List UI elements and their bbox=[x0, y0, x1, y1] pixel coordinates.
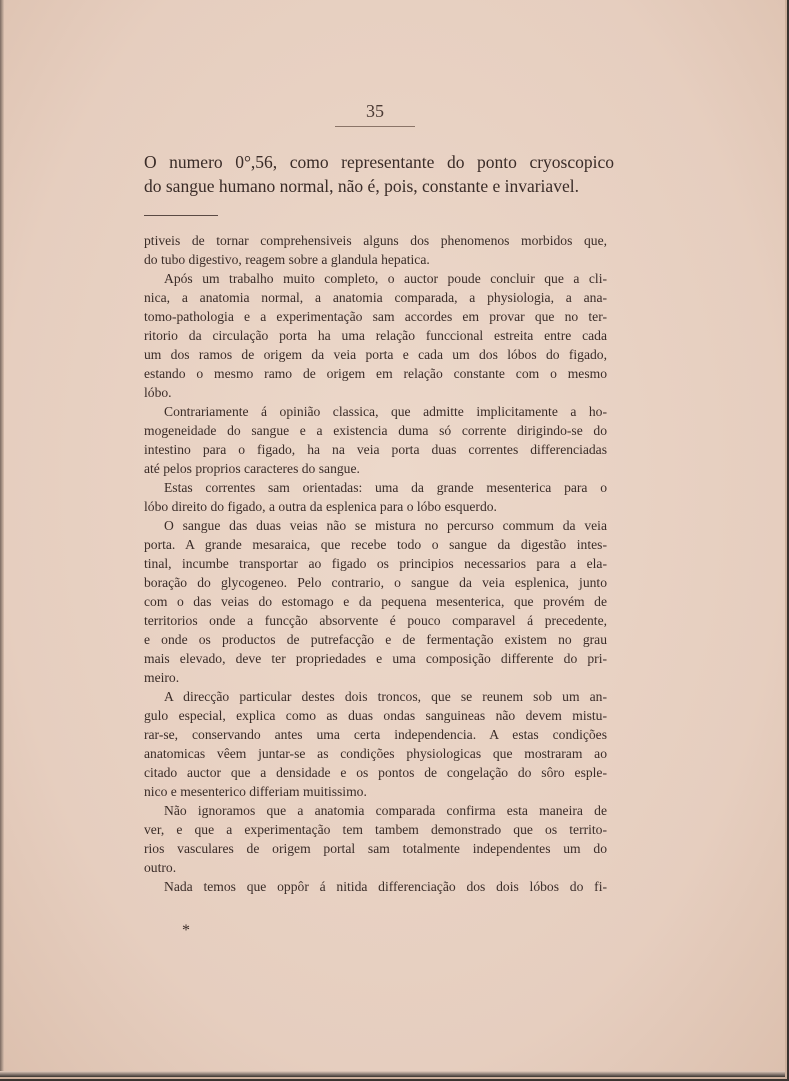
text-line: tomo-pathologia e a experimentação sam accordes em provar que no ter- bbox=[144, 309, 607, 324]
text-line: mogeneidade do sangue e a existencia duma só corrente dirigindo-se do bbox=[144, 423, 607, 438]
page-number: 35 bbox=[366, 101, 384, 121]
separator-rule bbox=[144, 215, 218, 216]
text-line: lóbo direito do figado, a outra da esplenica para o lóbo esquerdo. bbox=[144, 499, 497, 514]
text-line: Contrariamente á opinião classica, que admitte implicitamente a ho- bbox=[164, 404, 607, 419]
text-line: porta. A grande mesaraica, que recebe todo o sangue da digestão intes- bbox=[144, 537, 607, 552]
page-left-edge bbox=[0, 0, 4, 1077]
text-line: um dos ramos de origem da veia porta e cada um dos lóbos do figado, bbox=[144, 347, 607, 362]
footnote-line: do sangue humano normal, não é, pois, constante e invariavel. bbox=[144, 176, 579, 196]
text-line: Nada temos que oppôr á nitida differenciação dos dois lóbos do fi- bbox=[164, 879, 607, 894]
text-line: nico e mesenterico differiam muitissimo. bbox=[144, 784, 367, 799]
text-line: citado auctor que a densidade e os pontos de congelação do sôro esple- bbox=[144, 765, 607, 780]
text-line: ver, e que a experimentação tem tambem demonstrado que os territo- bbox=[144, 822, 607, 837]
text-line: meiro. bbox=[144, 670, 180, 685]
text-line: gulo especial, explica como as duas ondas sanguineas não devem mistu- bbox=[144, 708, 607, 723]
text-line: territorios onde a funcção absorvente é pouco comparavel á precedente, bbox=[144, 613, 607, 628]
text-line: rar-se, conservando antes uma certa independencia. A estas condições bbox=[144, 727, 607, 742]
text-line: Estas correntes sam orientadas: uma da grande mesenterica para o bbox=[164, 480, 607, 495]
body-text bbox=[144, 231, 607, 896]
text-line: ritorio da circulação porta ha uma relação funccional estreita entre cada bbox=[144, 328, 607, 343]
text-line: outro. bbox=[144, 860, 177, 875]
text-line: mais elevado, deve ter propriedades e uma composição differente do pri- bbox=[144, 651, 607, 666]
page-number-rule bbox=[335, 126, 415, 127]
text-line: intestino para o figado, ha na veia porta duas correntes differenciadas bbox=[144, 442, 607, 457]
text-line: ptiveis de tornar comprehensiveis alguns dos phenomenos morbidos que, bbox=[144, 233, 607, 248]
text-line: e onde os productos de putrefacção e de fermentação existem no grau bbox=[144, 632, 607, 647]
text-line: O sangue das duas veias não se mistura no percurso commum da veia bbox=[164, 518, 607, 533]
page-bottom-edge bbox=[0, 1071, 785, 1077]
text-line: nica, a anatomia normal, a anatomia comparada, a physiologia, a ana- bbox=[144, 290, 607, 305]
footnote-paragraph bbox=[144, 150, 614, 198]
text-line: lóbo. bbox=[144, 385, 172, 400]
text-line: Não ignoramos que a anatomia comparada confirma esta maneira de bbox=[164, 803, 607, 818]
text-line: Após um trabalho muito completo, o auctor poude concluir que a cli- bbox=[164, 271, 607, 286]
text-line: boração do glycogeneo. Pelo contrario, o sangue da veia esplenica, junto bbox=[144, 575, 607, 590]
text-line: tinal, incumbe transportar ao figado os principios necessarios para a ela- bbox=[144, 556, 607, 571]
text-line: até pelos proprios caracteres do sangue. bbox=[144, 461, 360, 476]
text-line: A direcção particular destes dois troncos, que se reunem sob um an- bbox=[164, 689, 607, 704]
text-line: do tubo digestivo, reagem sobre a glandula hepatica. bbox=[144, 252, 430, 267]
signature-mark: * bbox=[182, 922, 190, 939]
text-line: rios vasculares de origem portal sam totalmente independentes um do bbox=[144, 841, 607, 856]
footnote-line: O numero 0°,56, como representante do ponto cryoscopico bbox=[144, 152, 614, 172]
text-line: estando o mesmo ramo de origem em relação constante com o mesmo bbox=[144, 366, 607, 381]
text-line: com o das veias do estomago e da pequena mesenterica, que provém de bbox=[144, 594, 607, 609]
text-line: anatomicas vêem juntar-se as condições physiologicas que mostraram ao bbox=[144, 746, 607, 761]
